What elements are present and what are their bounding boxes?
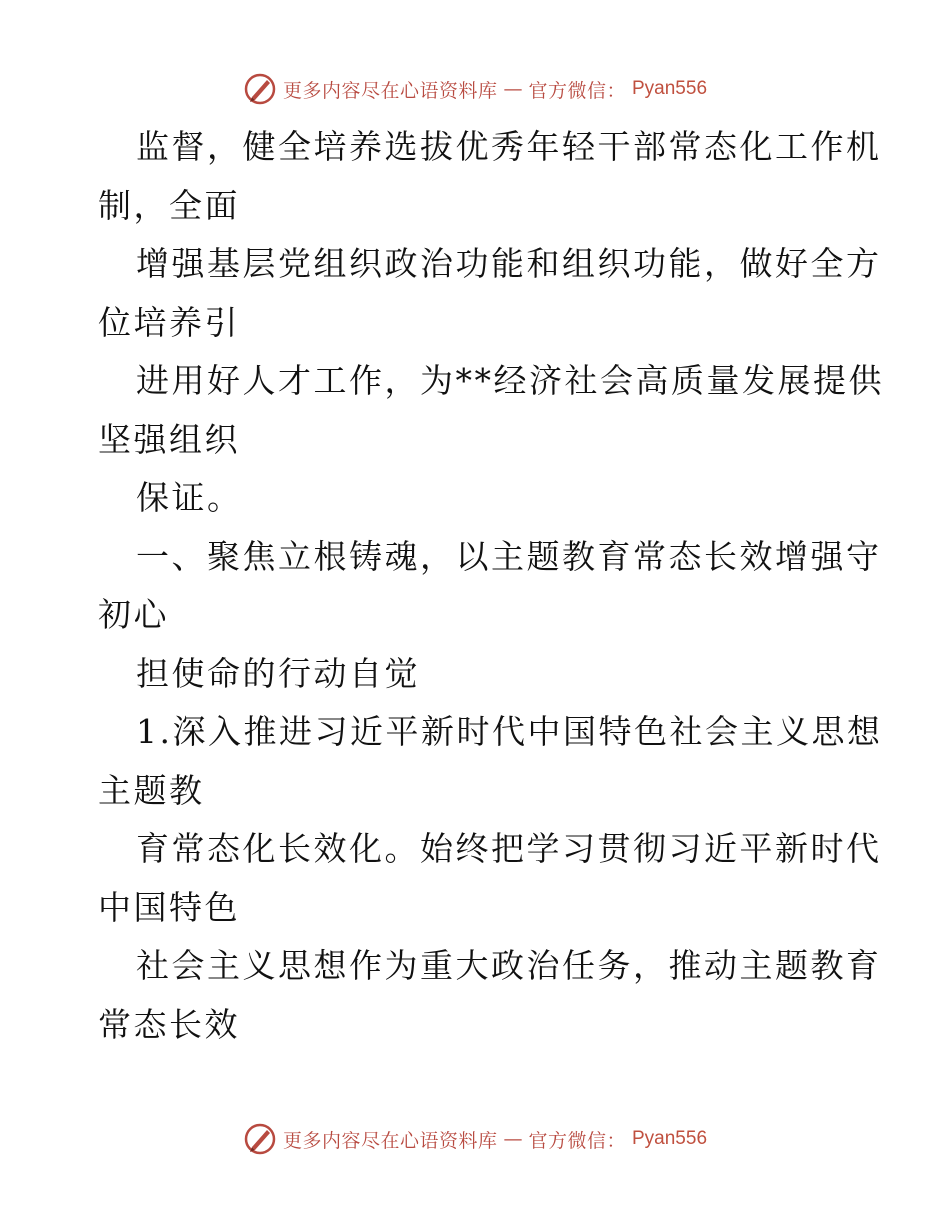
watermark-account: Pyan556 xyxy=(632,1128,708,1149)
text-line: 位培养引 xyxy=(98,302,240,342)
text-line: 保证。 xyxy=(136,478,243,517)
pen-logo-icon xyxy=(243,1122,277,1156)
text-line: 1.深入推进习近平新时代中国特色社会主义思想 xyxy=(136,712,883,751)
text-line: 育常态化长效化。始终把学习贯彻习近平新时代 xyxy=(136,829,882,868)
watermark-label: 官方微信： xyxy=(528,1129,626,1152)
watermark-account: Pyan556 xyxy=(632,78,708,99)
watermark-text: 更多内容尽在心语资料库 xyxy=(282,1129,498,1152)
section-heading-line: 初心 xyxy=(98,595,169,634)
pen-logo-icon xyxy=(243,72,277,106)
section-heading-line: 一、聚焦立根铸魂，以主题教育常态长效增强守 xyxy=(136,536,882,576)
text-line: 进用好人才工作，为**经济社会高质量发展提供 xyxy=(136,361,884,400)
text-line: 增强基层党组织政治功能和组织功能，做好全方 xyxy=(136,244,882,283)
header-watermark xyxy=(0,72,950,106)
text-line: 中国特色 xyxy=(98,887,240,927)
text-line: 监督，健全培养选拔优秀年轻干部常态化工作机 xyxy=(136,127,882,166)
watermark-text: 更多内容尽在心语资料库 xyxy=(282,79,498,102)
watermark-label: 官方微信： xyxy=(528,79,626,102)
text-line: 制，全面 xyxy=(98,185,240,225)
document-body xyxy=(98,118,884,1054)
section-heading-line: 担使命的行动自觉 xyxy=(136,653,420,693)
watermark-separator: — xyxy=(503,1128,523,1150)
text-line: 坚强组织 xyxy=(98,419,240,459)
watermark-separator: — xyxy=(503,78,523,100)
text-line: 常态长效 xyxy=(98,1004,240,1044)
footer-watermark xyxy=(0,1122,950,1156)
text-line: 主题教 xyxy=(98,770,205,810)
text-line: 社会主义思想作为重大政治任务，推动主题教育 xyxy=(136,946,882,985)
